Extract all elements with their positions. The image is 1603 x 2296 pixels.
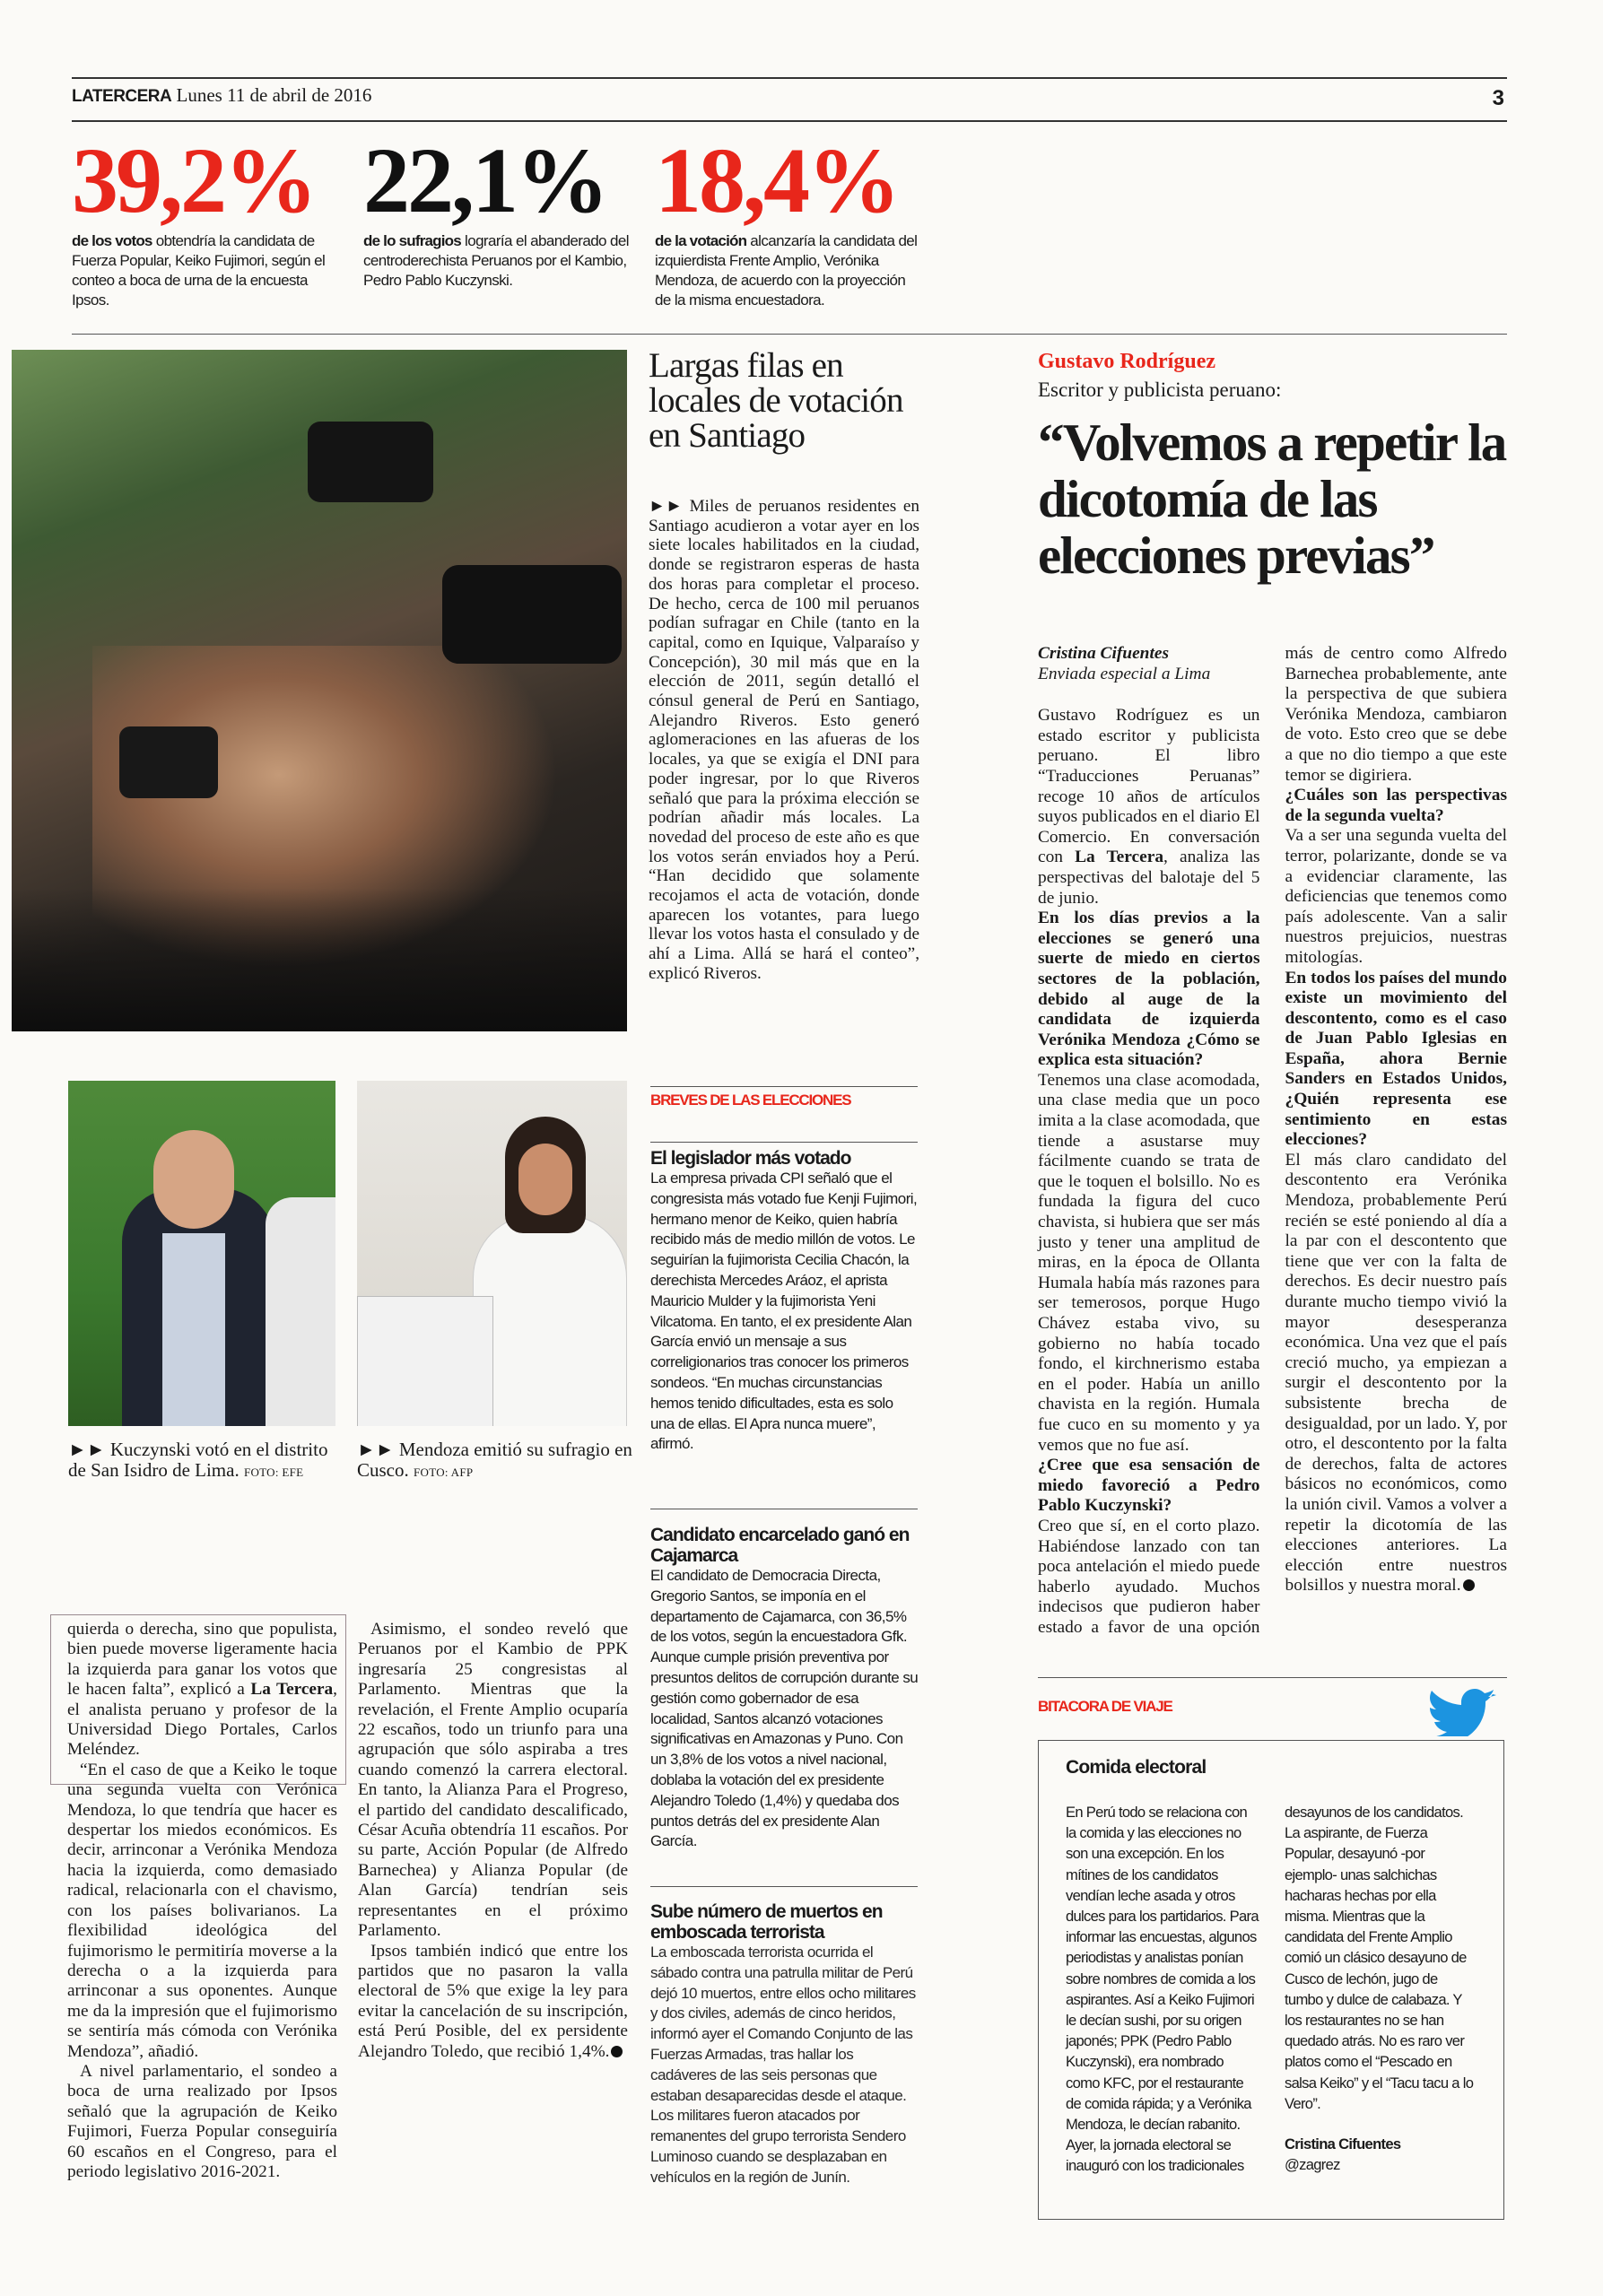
brief-body: El candidato de Democracia Directa, Gregorio Santos, se imponía en el departamento de Cajamarca, con 36,5% de los votos, según la encuestadora Gfk. Aunque cumple prisión preventiva por presuntos delitos de corrupción durante su gestión como gobernador de esa localidad, Santos alcanzó votaciones significativas en Amazonas y Puno. Con un 3,8% de los votos a nivel nacional, doblaba la votación del ex presidente Alejandro Toledo (1,4%) y quedaba dos puntos detrás del ex presidente Alan García.	[650, 1567, 919, 1850]
brief-body: La emboscada terrorista ocurrida el sábado contra una patrulla militar de Perú dejó 10 muertos, entre ellos ocho militares y dos civiles, además de cinco heridos, informó ayer el Comando Conjunto de las Fuerzas Armadas, tras hallar los cadáveres de las seis personas que estaban desaparecidas desde el ataque. Los militares fueron atacados por remanentes del grupo terrorista Sendero Luminoso cuando se desplazaban en vehículos en la región de Junín.	[650, 1944, 916, 2186]
text: El más claro candidato del descontento era Verónika Mendoza, probablemente Perú recién se esté poniendo al día a la par con el descontento que tiene que ver con la falta de derechos. Es decir nuestro país durante mucho tiempo vivió la mayor desesperanza económica. Una vez que el país creció mucho, ya empiezan a surgir el descontento por la subsistente brecha de desigualdad, por un lado. Y, por otro, el descontento por la falta de derechos, falta de actores básicos no económicos, como la unión civil. Vamos a volver a repetir la dicotomía de las elecciones anteriores. La elección entre nuestros bolsillos y nuestra moral.	[1285, 1150, 1507, 1596]
stat-ppk	[363, 129, 632, 291]
paragraph	[1038, 909, 1260, 1071]
santiago-body	[649, 497, 919, 984]
mendoza-caption	[357, 1439, 635, 1483]
page-number: 3	[1492, 86, 1504, 110]
stat-value: 18,4%	[655, 129, 898, 232]
header-rule	[72, 120, 1507, 122]
interviewee-role: Escritor y publicista peruano:	[1038, 378, 1282, 401]
text: A nivel parlamentario, el sondeo a boca de urna realizado por Ipsos señaló que la agrupación de Keiko Fujimori, Fuerza Popular conseguiría 60 escaños en el Congreso, para el periodo legislativo 2016-2021.	[67, 2061, 337, 2181]
bold-text: La Tercera	[1075, 848, 1164, 867]
stats-rule	[72, 334, 1507, 335]
text: Ipsos también indicó que entre los partidos que no pasaron la valla electoral de 5% que exige la ley para evitar la cancelación de su inscripción, está Perú Posible, del ex persidente Alejandro Toledo, que recibió 1,4%.	[358, 1941, 628, 2061]
newspaper-brand: LATERCERA	[72, 87, 172, 106]
santiago-headline: Largas filas en locales de votación en Santiago	[649, 346, 903, 455]
bold-text: En todos los países del mundo existe un movimiento del descontento, como es el caso de Juan Pablo Iglesias en España, ahora Bernie Sanders en Estados Unidos, ¿Quién representa ese sentimiento en estas elecciones?	[1285, 968, 1507, 1150]
bold-text: En los días previos a la elecciones se generó una suerte de miedo en ciertos sectores de la población, debido al auge de la candidata de izquierda Verónika Mendoza ¿Cómo se explica esta situación?	[1038, 909, 1260, 1070]
bitacora-box	[1038, 1740, 1504, 2220]
top-rule	[72, 77, 1507, 79]
brief-title: Sube número de muertos en emboscada terrorista	[650, 1901, 883, 1943]
text: Va a ser una segunda vuelta del terror, polarizante, donde se va a evidenciar claramente, las deficiencias que tenemos como país adolescente. Van a salir nuestros prejuicios, nuestras mitologías.	[1285, 826, 1507, 967]
stat-value: 39,2%	[72, 129, 315, 232]
bullet-arrows-icon: ►►	[357, 1439, 399, 1460]
text: , el analista peruano y profesor de la Universidad Diego Portales, Carlos Meléndez.	[67, 1680, 337, 1760]
bitacora-rule	[1038, 1677, 1507, 1678]
bitacora-author: Cristina Cifuentes	[1285, 2135, 1401, 2153]
main-article-paragraphs	[67, 1620, 628, 2212]
paragraph	[67, 1761, 337, 2062]
photo-credit: FOTO: AFP	[414, 1465, 474, 1479]
paragraph	[1038, 706, 1260, 909]
bitacora-text: En Perú todo se relaciona con la comida y las elecciones no son una excepción. En los mítines de los candidatos vendían leche asada y otros dulces para los partidarios. Para informar las encuestas, algunos periodistas y analistas ponían sobre nombres de comida a los aspirantes. Así a Keiko Fujimori le decían sushi, por su origen japonés; PPK (Pedro Pablo Kuczynski), era nombrado como KFC, por el restaurante de comida rápida; y a Verónika Mendoza, le decían rabanito. Ayer, la jornada electoral se inauguró con los tradicionales desayunos de los candidatos. La aspirante, de Fuerza Popular, desayunó -por ejemplo- unas salchichas hacharas hechas por ella misma. Mientras que la candidata del Frente Amplio comió un clásico desayuno de Cusco de lechón, jugo de tumbo y dulce de calabaza. Y los restaurantes no se han quedado atrás. No es raro ver platos como el “Pescado en salsa Keiko” y el “Tacu tacu a lo Vero”.	[1066, 1804, 1474, 2175]
paragraph	[1285, 786, 1508, 826]
page-header	[72, 84, 371, 107]
stat-lead: de lo sufragios	[363, 232, 461, 249]
paragraph	[1285, 1151, 1508, 1596]
stat-text: lograría el abanderado del centroderechista Peruanos por el Kambio, Pedro Pablo Kuczynski.	[363, 232, 629, 289]
caption-text: Mendoza emitió su sufragio en Cusco.	[357, 1439, 632, 1481]
paragraph	[1038, 1071, 1260, 1456]
kuczynski-caption	[68, 1439, 346, 1483]
text: Creo que sí, en el corto plazo. Habiéndose lanzado con tan poca antelación el miedo puede haberlo ayudado. Muchos indecisos que pudieron haber estado a favor de una opción más de centro como Alfredo Barnechea probablemente, ante la perspectiva de que subiera Verónika Mendoza, cambiaron de voto. Esto creo que se debe a que no dio tiempo a que este temor se digiriera.	[1038, 644, 1507, 1637]
bullet-arrows-icon: ►►	[649, 497, 690, 516]
bold-text: ¿Cree que esa sensación de miedo favoreció a Pedro Pablo Kuczynski?	[1038, 1456, 1260, 1516]
paragraph	[67, 1620, 337, 1761]
breves-section-label: BREVES DE LAS ELECCIONES	[650, 1091, 851, 1109]
bold-text: La Tercera	[250, 1680, 334, 1700]
paragraph	[358, 1942, 628, 2062]
bitacora-body	[1066, 1802, 1478, 2196]
paragraph	[1285, 969, 1508, 1151]
end-mark-icon	[1463, 1579, 1475, 1591]
brief-title: El legislador más votado	[650, 1148, 851, 1169]
brief-body: La empresa privada CPI señaló que el congresista más votado fue Kenji Fujimori, hermano menor de Keiko, quien habría recibido más de medio millón de votos. Le seguirían la fujimorista Cecilia Chacón, la derechista Mercedes Aráoz, el aprista Mauricio Mulder y la fujimorista Yeni Vilcatoma. En tanto, el ex presidente Alan García envió un mensaje a sus correligionarios tras conocer los primeros sondeos. “En muchas circunstancias hemos tenido dificultades, esta es solo una de ellas. El Apra nunca muere”, afirmó.	[650, 1170, 918, 1453]
bitacora-handle[interactable]: @zagrez	[1285, 2156, 1340, 2174]
text: Gustavo Rodríguez es un estado escritor y publicista peruano. El libro “Traducciones Peruanas” recoge 10 años de artículos suyos publicados en el diario El Comercio. En conversación con	[1038, 706, 1260, 867]
stat-text: obtendría la candidata de Fuerza Popular, Keiko Fujimori, según el conteo a boca de urna de la encuesta Ipsos.	[72, 232, 326, 309]
brief-divider	[650, 1886, 918, 1887]
paragraph	[67, 2062, 337, 2182]
brief-item	[650, 1901, 919, 2188]
main-article-body	[67, 1620, 628, 2212]
author-role: Enviada especial a Lima	[1038, 664, 1211, 683]
caption-text: Kuczynski votó en el distrito de San Isidro de Lima.	[68, 1439, 328, 1481]
stat-keiko	[72, 129, 341, 310]
text: quierda o derecha, sino que populista, bien puede moverse ligeramente hacia la izquierda para ganar los votos que le hacen falta”, explicó a	[67, 1620, 337, 1700]
interview-headline: “Volvemos a repetir la dicotomía de las elecciones previas”	[1038, 413, 1506, 585]
paragraph	[358, 1620, 628, 1942]
brief-item	[650, 1525, 919, 1852]
stat-mendoza	[655, 129, 924, 310]
paragraph	[1285, 826, 1508, 968]
brief-title: Candidato encarcelado ganó en Cajamarca	[650, 1525, 910, 1566]
issue-date: Lunes 11 de abril de 2016	[176, 84, 372, 106]
breves-rule	[650, 1142, 918, 1143]
interview-paragraphs	[1038, 644, 1507, 1653]
bold-text: ¿Cuáles son las perspectivas de la segunda vuelta?	[1285, 786, 1507, 825]
bullet-arrows-icon: ►►	[68, 1439, 110, 1460]
breves-rule	[650, 1086, 918, 1087]
twitter-bird-icon	[1424, 1688, 1498, 1736]
photo-credit: FOTO: EFE	[243, 1465, 304, 1479]
text: “En el caso de que a Keiko le toque una segunda vuelta con Verónica Mendoza, lo que tendría que hacer es despertar los miedos económicos. Es decir, arrinconar a Verónika Mendoza hacia la izquierda, como demasiado radical, relacionarla con el chavismo, con los países bolivarianos. La flexibilidad ideológica del fujimorismo le permitiría moverse a la derecha o a la izquierda para arrinconar a sus oponentes. Aunque me da la impresión que el fujimorismo se sentiría más cómoda con Verónika Mendoza”, añadió.	[67, 1760, 337, 2061]
mendoza-photo	[357, 1081, 627, 1426]
voters-crowd-photo	[12, 350, 627, 1031]
stat-lead: de la votación	[655, 232, 747, 249]
stat-lead: de los votos	[72, 232, 152, 249]
stat-value: 22,1%	[363, 129, 606, 232]
author-byline: Cristina Cifuentes	[1038, 644, 1170, 663]
text: Asimismo, el sondeo reveló que Peruanos por el Kambio de PPK ingresaría 25 congresistas al Parlamento. Mientras que la revelación, el Frente Amplio ocuparía 22 escaños, todo un triunfo para una agrupación que sólo aspiraba a tres cuando comenzó la carrera electoral. En tanto, la Alianza Para el Progreso, el partido del candidato descalificado, César Acuña obtendría 11 escaños. Por su parte, Acción Popular (de Alfredo Barnechea) y Alianza Popular (de Alan García) tendrían seis representantes en el próximo Parlamento.	[358, 1620, 628, 1941]
kuczynski-photo	[68, 1081, 335, 1426]
bitacora-section-label: BITACORA DE VIAJE	[1038, 1698, 1172, 1715]
interviewee-name: Gustavo Rodríguez	[1038, 350, 1215, 373]
end-mark-icon	[611, 2046, 623, 2057]
text: , analiza las perspectivas del balotaje del 5 de junio.	[1038, 848, 1260, 908]
text: Tenemos una clase acomodada, una clase media que un poco imita a la clase acomodada, que tiende a asustarse muy fácilmente cuando se trata de que le toquen el bolsillo. No es fundada la figura del cuco chavista, si hubiera que ser más justo y tener una amplitud de miras, en la época de Ollanta Humala había más razones para ser temerosos, porque Hugo Chávez estaba vivo, su gobierno no había tocado fondo, el kirchnerismo estaba en el poder. Había un anillo chavista en la región. Humala fue cuco en su momento y ya vemos que no fue así.	[1038, 1070, 1260, 1455]
brief-item	[650, 1148, 919, 1455]
paragraph	[1038, 1456, 1260, 1517]
santiago-text: Miles de peruanos residentes en Santiago acudieron a votar ayer en los siete locales habilitados en la ciudad, donde se registraron esperas de hasta dos horas para completar el proceso. De hecho, cerca de 100 mil peruanos podían sufragar en Chile (tanto en la capital, como en Iquique, Valparaíso y Concepción), 30 mil más que en la elección de 2011, según detalló el cónsul general de Perú en Santiago, Alejandro Riveros. Esto generó aglomeraciones en las afueras de los locales, ya que se exigía el DNI para poder ingresar, por lo que Riveros señaló que para la próxima elección se podrían añadir más locales. La novedad del proceso de este año es que los votos serán enviados hoy a Perú. “Han decidido que solamente recojamos el acta de votación, donde aparecen los votantes, para luego llevar los votos hasta el consulado y de ahí a Lima. Allá se hará el conteo”, explicó Riveros.	[649, 497, 919, 983]
interview-body	[1038, 644, 1507, 1653]
bitacora-title: Comida electoral	[1066, 1757, 1207, 1778]
stat-text: alcanzaría la candidata del izquierdista Frente Amplio, Verónika Mendoza, de acuerdo con la proyección de la misma encuestadora.	[655, 232, 918, 309]
